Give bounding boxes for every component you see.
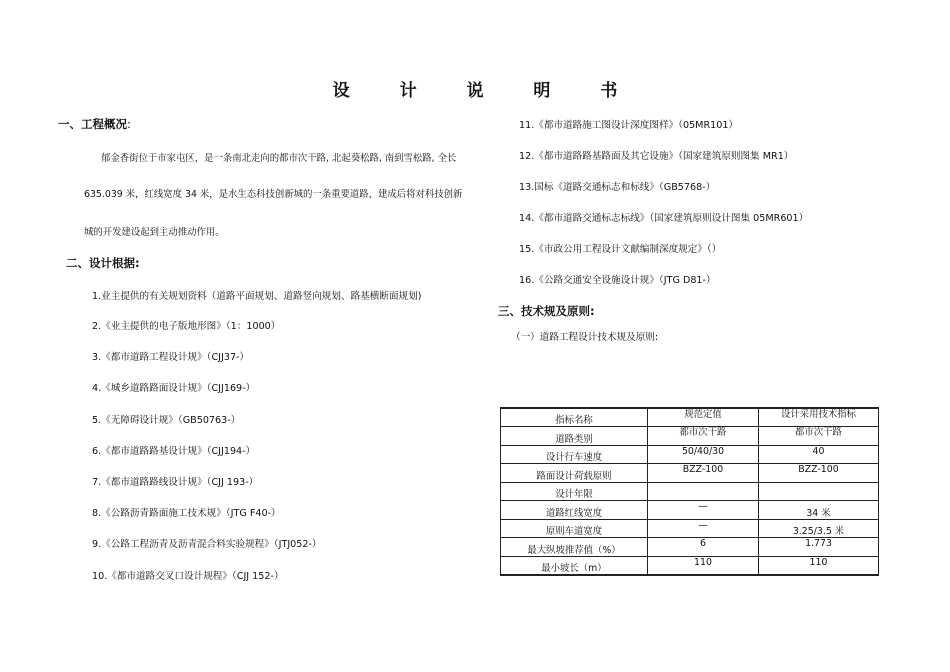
table-cell: 110 [759,556,879,575]
table-cell: 设计年限 [501,482,648,501]
heading-colon: : [127,117,131,131]
table-header-cell: 指标名称 [501,408,648,427]
table-cell [759,482,879,501]
table-header-row [501,408,879,427]
table-row [501,482,879,501]
document-title: 设 计 说 明 书 [332,81,640,101]
overview-line-2: 635.039 米，红线宽度 34 米，是水生态科技创新城的一条重要道路，建成后将对科技创新 [84,189,463,200]
table-cell: 最大纵坡推荐值（%） [501,538,648,557]
basis-item: 5.《无障碍设计规》（GB50763-） [92,415,241,426]
table-cell: 50/40/30 [648,445,759,464]
section-heading-overview [58,116,131,132]
table-cell: BZZ-100 [759,464,879,483]
overview-line-3: 城的开发建设起到主动推动作用。 [84,227,225,238]
table-cell: 道路红线宽度 [501,501,648,520]
overview-line-1: 郁金香街位于市家屯区，是一条南北走向的都市次干路, 北起葵松路, 南到雪松路, 全长 [101,153,457,164]
table-cell: 110 [648,556,759,575]
basis-item: 14.《都市道路交通标志标线》（国家建筑原则设计图集 05MR601） [519,213,809,224]
basis-item: 12.《都市道路路基路面及其它设施》（国家建筑原则图集 MR1） [519,151,794,162]
basis-item: 11.《都市道路施工图设计深度图样》（05MR101） [519,120,739,131]
table-header-cell: 规范定值 [648,408,759,427]
table-row [501,427,879,446]
basis-item: 4.《城乡道路路面设计规》（CJJ169-） [92,383,256,394]
table-cell: 道路类别 [501,427,648,446]
table-cell: 路面设计荷载原则 [501,464,648,483]
technical-subheading: （一）道路工程设计技术规及原则: [511,332,659,343]
table-row [501,538,879,557]
table-cell: — [648,519,759,538]
basis-item: 16.《公路交通安全设施设计规》（JTG D81-） [519,275,716,286]
table-cell: 3.25/3.5 米 [759,519,879,538]
basis-item: 13.国标《道路交通标志和标线》（GB5768-） [519,182,716,193]
table-cell: 最小坡长（m） [501,556,648,575]
table-header-cell: 设计采用技术指标 [759,408,879,427]
table-cell: 6 [648,538,759,557]
table-row [501,556,879,575]
basis-item: 9.《公路工程沥青及沥青混合料实验规程》（JTJ052-） [92,539,322,550]
table-cell [648,482,759,501]
basis-item: 6.《都市道路路基设计规》（CJJ194-） [92,446,256,457]
basis-item: 3.《都市道路工程设计规》（CJJ37-） [92,352,250,363]
basis-item: 2.《业主提供的电子版地形图》（1：1000） [92,321,281,332]
table-row [501,445,879,464]
technical-spec-table [500,407,879,576]
table-row [501,501,879,520]
basis-item: 8.《公路沥青路面施工技术规》（JTG F40-） [92,508,281,519]
table-cell: 1.773 [759,538,879,557]
basis-item: 7.《都市道路路线设计规》（CJJ 193-） [92,477,259,488]
table-cell: — [648,501,759,520]
basis-item: 10.《都市道路交叉口设计规程》（CJJ 152-） [92,571,284,582]
basis-item: 1.业主提供的有关规划资料（道路平面规划、道路竖向规划、路基横断面规划) [92,291,422,302]
section-heading-technical: 三、技术规及原则: [498,304,595,318]
table-cell: 原则车道宽度 [501,519,648,538]
table-row [501,464,879,483]
section-heading-overview-text: 一、工程概况 [58,117,127,131]
table-cell: BZZ-100 [648,464,759,483]
table-cell: 都市次干路 [759,427,879,446]
table-cell: 都市次干路 [648,427,759,446]
table-cell: 40 [759,445,879,464]
basis-item: 15.《市政公用工程设计文献编制深度规定》（） [519,244,722,255]
section-heading-basis: 二、设计根据: [66,256,140,270]
table-cell: 34 米 [759,501,879,520]
table-cell: 设计行车速度 [501,445,648,464]
table-row [501,519,879,538]
